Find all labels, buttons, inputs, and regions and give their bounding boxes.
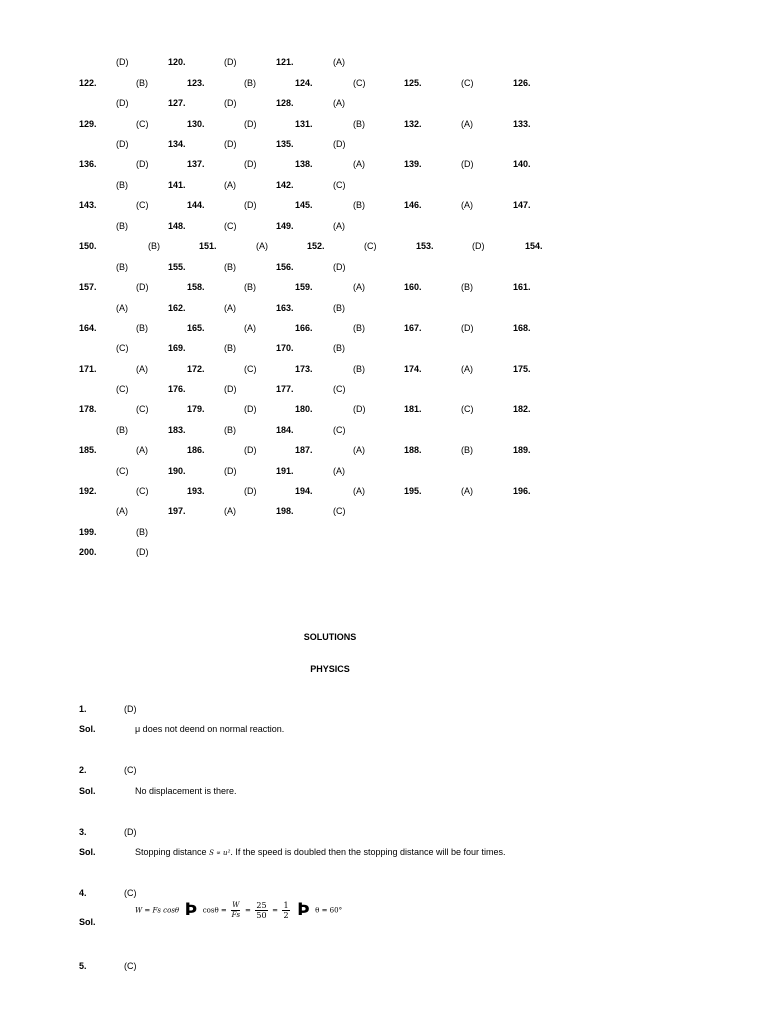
question-number: 170. (276, 343, 294, 353)
fraction-denominator: Fs (231, 910, 241, 919)
answer-choice: (D) (472, 241, 485, 251)
question-number: 5. (79, 961, 87, 971)
question-number: 168. (513, 323, 531, 333)
question-number: 146. (404, 200, 422, 210)
question-number: 131. (295, 119, 313, 129)
question-number: 198. (276, 506, 294, 516)
question-number: 134. (168, 139, 186, 149)
answer-choice: (D) (244, 486, 257, 496)
theta-result: θ = 60° (315, 906, 343, 915)
question-number: 123. (187, 78, 205, 88)
question-number: 122. (79, 78, 97, 88)
answer-choice: (B) (116, 180, 128, 190)
question-number: 4. (79, 888, 87, 898)
answer-choice: (B) (353, 323, 365, 333)
question-number: 169. (168, 343, 186, 353)
answer-choice: (C) (461, 78, 474, 88)
question-number: 137. (187, 159, 205, 169)
question-number: 2. (79, 765, 87, 775)
answer-choice: (A) (224, 506, 236, 516)
question-number: 145. (295, 200, 313, 210)
answer-choice: (C) (136, 486, 149, 496)
answer-choice: (B) (224, 262, 236, 272)
answer-choice: (B) (333, 343, 345, 353)
solutions-heading: SOLUTIONS (303, 632, 357, 642)
answer-choice: (D) (353, 404, 366, 414)
answer-key-row (0, 179, 768, 191)
question-number: 139. (404, 159, 422, 169)
answer-key-row (0, 546, 768, 558)
answer-choice: (C) (333, 180, 346, 190)
answer-choice: (B) (353, 200, 365, 210)
question-number: 197. (168, 506, 186, 516)
answer-key-row (0, 505, 768, 517)
question-number: 180. (295, 404, 313, 414)
question-number: 171. (79, 364, 97, 374)
answer-choice: (A) (333, 98, 345, 108)
answer-choice: (B) (224, 425, 236, 435)
equals-sign: = (272, 906, 278, 915)
answer-choice: (A) (244, 323, 256, 333)
question-number: 126. (513, 78, 531, 88)
question-answer: (C) (124, 765, 137, 775)
question-number: 177. (276, 384, 294, 394)
answer-choice: (D) (244, 159, 257, 169)
question-number: 191. (276, 466, 294, 476)
cos-theta: cosθ = (202, 906, 227, 915)
answer-choice: (B) (136, 323, 148, 333)
answer-choice: (B) (461, 445, 473, 455)
fraction-denominator: 2 (283, 910, 289, 920)
answer-choice: (A) (461, 364, 473, 374)
question-number: 179. (187, 404, 205, 414)
answer-choice: (A) (116, 506, 128, 516)
answer-choice: (A) (116, 303, 128, 313)
question-number: 121. (276, 57, 294, 67)
solution-text-after: . If the speed is doubled then the stopping distance will be four times. (230, 847, 506, 857)
answer-choice: (D) (244, 200, 257, 210)
fraction-25-over-50 (255, 901, 267, 920)
solution-text (135, 847, 506, 857)
question-number: 129. (79, 119, 97, 129)
question-number: 188. (404, 445, 422, 455)
question-number: 154. (525, 241, 543, 251)
answer-choice: (C) (333, 425, 346, 435)
answer-choice: (D) (116, 57, 129, 67)
question-number: 200. (79, 547, 97, 557)
question-number: 186. (187, 445, 205, 455)
question-number: 192. (79, 486, 97, 496)
question-number: 132. (404, 119, 422, 129)
answer-choice: (D) (116, 139, 129, 149)
fraction-numerator: 1 (283, 900, 289, 910)
question-number: 166. (295, 323, 313, 333)
question-number: 124. (295, 78, 313, 88)
answer-choice: (B) (244, 282, 256, 292)
answer-choice: (C) (136, 404, 149, 414)
question-number: 148. (168, 221, 186, 231)
question-number: 161. (513, 282, 531, 292)
question-answer: (C) (124, 961, 137, 971)
question-number: 178. (79, 404, 97, 414)
question-number: 199. (79, 527, 97, 537)
answer-choice: (D) (136, 547, 149, 557)
answer-key-row (0, 403, 768, 415)
answer-choice: (B) (333, 303, 345, 313)
answer-choice: (C) (333, 384, 346, 394)
answer-choice: (A) (136, 445, 148, 455)
question-number: 128. (276, 98, 294, 108)
fraction-numerator: 25 (256, 900, 267, 910)
question-number: 160. (404, 282, 422, 292)
question-number: 196. (513, 486, 531, 496)
question-number: 174. (404, 364, 422, 374)
answer-key-row (0, 281, 768, 293)
solution-text: No displacement is there. (135, 786, 237, 796)
question-number: 181. (404, 404, 422, 414)
answer-choice: (B) (244, 78, 256, 88)
answer-choice: (C) (353, 78, 366, 88)
solution-text: μ does not deend on normal reaction. (135, 724, 285, 734)
answer-choice: (A) (136, 364, 148, 374)
answer-key-row (0, 138, 768, 150)
answer-choice: (D) (136, 282, 149, 292)
answer-choice: (A) (333, 57, 345, 67)
answer-choice: (B) (353, 119, 365, 129)
answer-key-row (0, 526, 768, 538)
question-number: 167. (404, 323, 422, 333)
question-number: 155. (168, 262, 186, 272)
question-number: 176. (168, 384, 186, 394)
question-number: 187. (295, 445, 313, 455)
answer-key-row (0, 97, 768, 109)
answer-choice: (A) (333, 221, 345, 231)
question-number: 151. (199, 241, 217, 251)
question-number: 175. (513, 364, 531, 374)
answer-choice: (D) (136, 159, 149, 169)
fraction-1-over-2 (282, 901, 289, 920)
answer-choice: (B) (224, 343, 236, 353)
question-number: 144. (187, 200, 205, 210)
question-number: 1. (79, 704, 87, 714)
answer-choice: (C) (116, 466, 129, 476)
question-answer: (D) (124, 704, 137, 714)
answer-choice: (A) (224, 303, 236, 313)
answer-choice: (D) (333, 139, 346, 149)
answer-choice: (A) (353, 159, 365, 169)
answer-choice: (C) (116, 384, 129, 394)
question-number: 135. (276, 139, 294, 149)
answer-choice: (A) (333, 466, 345, 476)
answer-choice: (A) (461, 119, 473, 129)
answer-choice: (D) (461, 159, 474, 169)
answer-choice: (D) (224, 57, 237, 67)
answer-choice: (C) (364, 241, 377, 251)
answer-key-row (0, 240, 768, 252)
solution-text-before: Stopping distance (135, 847, 207, 857)
question-number: 149. (276, 221, 294, 231)
answer-choice: (C) (136, 200, 149, 210)
work-formula (135, 900, 342, 920)
answer-key-row (0, 261, 768, 273)
answer-key-row (0, 158, 768, 170)
question-number: 130. (187, 119, 205, 129)
answer-choice: (D) (116, 98, 129, 108)
question-number: 143. (79, 200, 97, 210)
question-number: 190. (168, 466, 186, 476)
solution-label: Sol. (79, 724, 96, 734)
answer-key-row (0, 465, 768, 477)
question-number: 159. (295, 282, 313, 292)
question-number: 150. (79, 241, 97, 251)
question-number: 163. (276, 303, 294, 313)
answer-key-row (0, 77, 768, 89)
answer-choice: (B) (136, 78, 148, 88)
answer-key-row (0, 485, 768, 497)
question-number: 152. (307, 241, 325, 251)
implies-arrow: Þ (297, 900, 310, 920)
answer-choice: (D) (244, 404, 257, 414)
fraction-w-over-fs (231, 901, 240, 920)
question-number: 172. (187, 364, 205, 374)
answer-choice: (D) (333, 262, 346, 272)
question-number: 193. (187, 486, 205, 496)
question-answer: (D) (124, 827, 137, 837)
solution-label: Sol. (79, 917, 96, 927)
answer-choice: (D) (224, 466, 237, 476)
answer-key-row (0, 199, 768, 211)
question-answer: (C) (124, 888, 137, 898)
question-number: 138. (295, 159, 313, 169)
answer-choice: (D) (224, 139, 237, 149)
equals-sign: = (245, 906, 251, 915)
answer-choice: (B) (116, 221, 128, 231)
question-number: 140. (513, 159, 531, 169)
question-number: 185. (79, 445, 97, 455)
answer-key-row (0, 424, 768, 436)
question-number: 147. (513, 200, 531, 210)
answer-key-row (0, 363, 768, 375)
question-number: 182. (513, 404, 531, 414)
answer-key-row (0, 322, 768, 334)
question-number: 158. (187, 282, 205, 292)
question-number: 120. (168, 57, 186, 67)
answer-choice: (C) (333, 506, 346, 516)
question-number: 141. (168, 180, 186, 190)
question-number: 194. (295, 486, 313, 496)
answer-choice: (C) (136, 119, 149, 129)
solution-label: Sol. (79, 847, 96, 857)
answer-key-row (0, 444, 768, 456)
implies-arrow: Þ (184, 900, 198, 920)
answer-choice: (D) (224, 98, 237, 108)
question-number: 142. (276, 180, 294, 190)
answer-choice: (B) (116, 262, 128, 272)
answer-choice: (B) (353, 364, 365, 374)
question-number: 156. (276, 262, 294, 272)
stopping-distance-formula: S ∝ u² (209, 849, 231, 857)
answer-choice: (A) (461, 486, 473, 496)
answer-choice: (A) (256, 241, 268, 251)
fraction-denominator: 50 (256, 910, 267, 920)
answer-choice: (B) (136, 527, 148, 537)
work-equation: W = Fs cosθ (135, 906, 180, 915)
answer-choice: (D) (244, 119, 257, 129)
question-number: 133. (513, 119, 531, 129)
answer-choice: (C) (116, 343, 129, 353)
solution-label: Sol. (79, 786, 96, 796)
answer-choice: (D) (244, 445, 257, 455)
answer-choice: (A) (461, 200, 473, 210)
physics-heading: PHYSICS (310, 664, 350, 674)
answer-choice: (B) (461, 282, 473, 292)
question-number: 125. (404, 78, 422, 88)
question-number: 153. (416, 241, 434, 251)
fraction-numerator: W (232, 900, 240, 909)
answer-choice: (C) (461, 404, 474, 414)
question-number: 195. (404, 486, 422, 496)
answer-choice: (A) (353, 282, 365, 292)
question-number: 165. (187, 323, 205, 333)
answer-key-row (0, 56, 768, 68)
question-number: 162. (168, 303, 186, 313)
question-number: 127. (168, 98, 186, 108)
answer-choice: (D) (461, 323, 474, 333)
answer-key-row (0, 342, 768, 354)
question-number: 136. (79, 159, 97, 169)
question-number: 157. (79, 282, 97, 292)
answer-key-row (0, 220, 768, 232)
answer-choice: (B) (116, 425, 128, 435)
answer-choice: (C) (224, 221, 237, 231)
answer-choice: (A) (224, 180, 236, 190)
answer-choice: (A) (353, 445, 365, 455)
question-number: 3. (79, 827, 87, 837)
question-number: 184. (276, 425, 294, 435)
answer-choice: (A) (353, 486, 365, 496)
question-number: 189. (513, 445, 531, 455)
question-number: 164. (79, 323, 97, 333)
answer-key-row (0, 383, 768, 395)
answer-choice: (D) (224, 384, 237, 394)
answer-choice: (C) (244, 364, 257, 374)
question-number: 183. (168, 425, 186, 435)
answer-key-row (0, 302, 768, 314)
answer-key-row (0, 118, 768, 130)
question-number: 173. (295, 364, 313, 374)
answer-choice: (B) (148, 241, 160, 251)
